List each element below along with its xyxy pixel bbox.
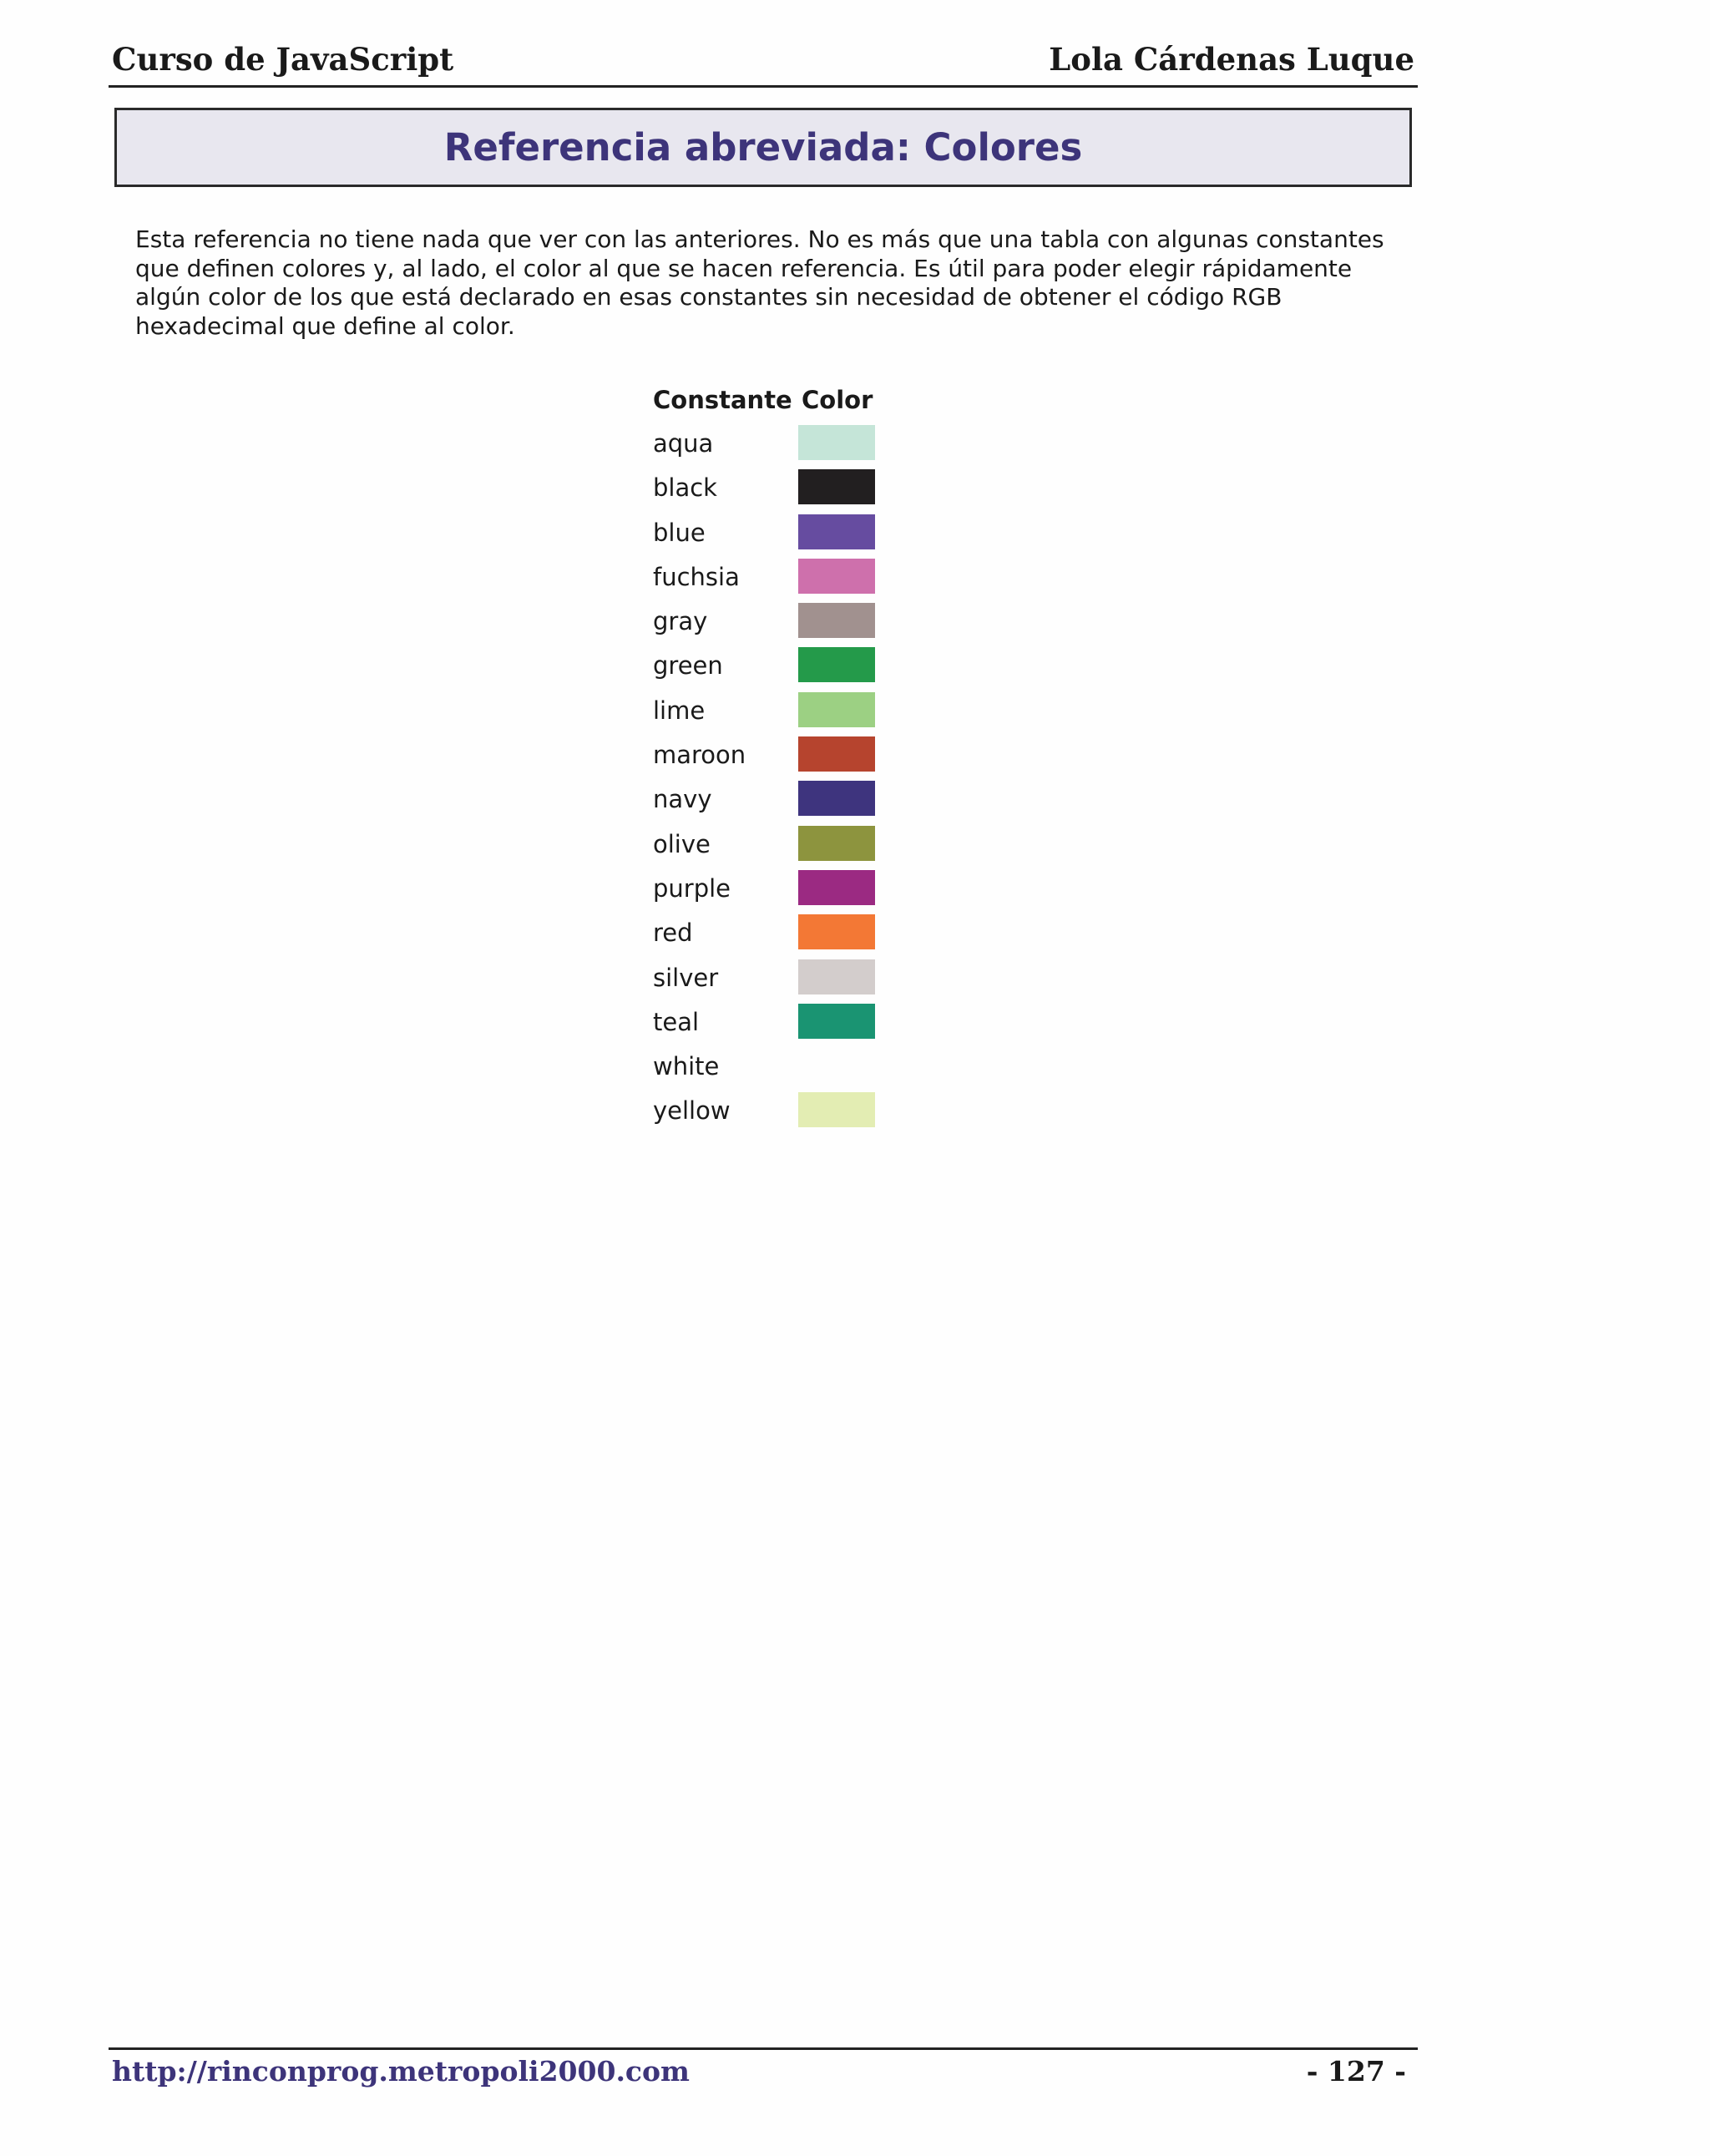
color-swatch — [798, 826, 875, 861]
color-constant-name: purple — [653, 873, 731, 903]
color-constant-name: yellow — [653, 1096, 731, 1126]
footer-url-link[interactable]: http://rinconprog.metropoli2000.com — [112, 2055, 690, 2088]
column-header-color: Color — [802, 386, 873, 414]
color-constant-name: maroon — [653, 741, 746, 770]
color-swatch — [798, 559, 875, 594]
color-constant-name: gray — [653, 607, 708, 636]
color-constant-name: navy — [653, 785, 712, 814]
color-swatch — [798, 1004, 875, 1039]
color-swatch — [798, 647, 875, 682]
color-swatch — [798, 959, 875, 994]
column-header-constante: Constante — [653, 386, 792, 414]
color-constant-name: teal — [653, 1007, 700, 1036]
color-swatch — [798, 1092, 875, 1127]
color-constant-name: white — [653, 1052, 720, 1081]
color-constant-name: lime — [653, 696, 706, 725]
header-course-title: Curso de JavaScript — [112, 41, 454, 78]
color-swatch — [798, 469, 875, 504]
page-header — [109, 43, 1418, 88]
color-swatch — [798, 736, 875, 772]
color-constant-name: blue — [653, 518, 706, 547]
page-number: - 127 - — [1306, 2055, 1406, 2088]
color-swatch — [798, 1048, 875, 1083]
color-swatch — [798, 425, 875, 460]
color-swatch — [798, 514, 875, 549]
color-constant-name: black — [653, 473, 717, 503]
page-footer — [109, 2047, 1418, 2092]
color-swatch — [798, 870, 875, 905]
intro-paragraph: Esta referencia no tiene nada que ver con las anteriores. No es más que una tabla con algunas constantes que definen colores y, al lado, el color al que se hacen referencia. Es útil para poder elegir rápidamente algún color de los que está declarado en esas constantes sin necesidad de obtener el código RGB hexadecimal que define al color. — [135, 225, 1384, 340]
color-constant-name: olive — [653, 829, 711, 858]
color-swatch — [798, 914, 875, 949]
color-constant-name: red — [653, 919, 693, 948]
color-swatch — [798, 692, 875, 727]
section-title: Referencia abreviada: Colores — [114, 108, 1412, 187]
color-constant-name: green — [653, 651, 723, 681]
header-author: Lola Cárdenas Luque — [1049, 41, 1414, 78]
color-constant-name: aqua — [653, 429, 714, 458]
color-constant-name: silver — [653, 963, 719, 992]
color-swatch — [798, 781, 875, 816]
color-constant-name: fuchsia — [653, 562, 740, 591]
color-swatch — [798, 603, 875, 638]
